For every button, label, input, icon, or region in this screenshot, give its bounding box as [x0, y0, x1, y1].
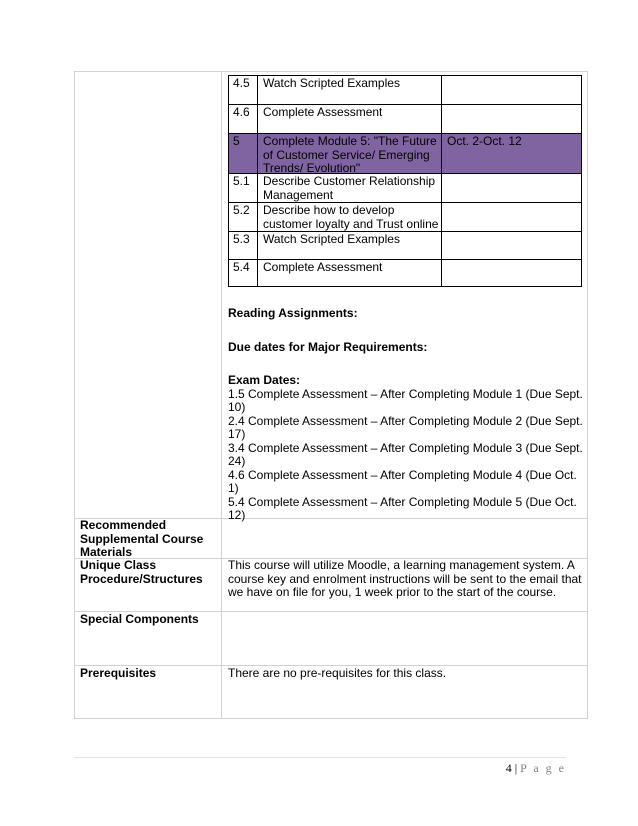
module-row: [229, 173, 581, 202]
label-line: Procedure/Structures: [80, 571, 203, 586]
exam-date-line: 4.6 Complete Assessment – After Completing Module 4 (Due Oct. 1): [228, 467, 577, 495]
exam-date-line: 10): [228, 400, 246, 414]
page-separator: |: [514, 761, 518, 775]
reading-assignments-heading: Reading Assignments:: [228, 306, 358, 320]
page-word: P a g e: [520, 761, 566, 775]
module-number: 5.3: [229, 232, 258, 259]
module-number: 5.4: [229, 260, 258, 286]
label-line: Prerequisites: [80, 666, 157, 680]
module-date: Oct. 2-Oct. 12: [447, 134, 522, 148]
unique-class-label: [80, 559, 218, 586]
module-date: [442, 260, 581, 286]
exam-date-line: 24): [228, 454, 246, 468]
due-dates-heading: Due dates for Major Requirements:: [228, 340, 428, 354]
value-line: There are no pre-requisites for this class.: [228, 666, 447, 680]
label-line: Unique Class: [80, 558, 157, 572]
module-date: [442, 174, 581, 202]
exam-date-line: 5.4 Complete Assessment – After Completing Module 5 (Due Oct. 12): [228, 494, 577, 522]
module-task: Complete Module 5: "The Future of Customer Service/ Emerging Trends/ Evolution": [258, 134, 442, 173]
module-row-highlighted: [229, 133, 581, 173]
prerequisites-label: [80, 667, 218, 681]
module-row: [229, 231, 581, 259]
module-task: Describe how to develop customer loyalty and Trust online: [258, 203, 442, 231]
module-task: Watch Scripted Examples: [258, 232, 442, 259]
exam-date-line: 2.4 Complete Assessment – After Completing Module 2 (Due Sept.: [228, 413, 583, 428]
label-line: Recommended: [80, 518, 167, 532]
exam-date-line: 3.4 Complete Assessment – After Completing Module 3 (Due Sept.: [228, 440, 583, 455]
exam-dates-block: [228, 374, 584, 523]
module-row: [229, 202, 581, 231]
module-task: Watch Scripted Examples: [258, 76, 442, 104]
module-row: [229, 259, 581, 286]
module-task: Complete Assessment: [258, 105, 442, 133]
value-line: This course will utilize Moodle, a learning management system. A: [228, 558, 575, 572]
module-number: 5.2: [229, 203, 258, 231]
unique-class-value: [228, 559, 584, 600]
page-number: 4: [505, 761, 512, 775]
module-number: 4.6: [229, 105, 258, 133]
exam-date-line: 17): [228, 427, 246, 441]
label-line: Materials: [80, 545, 133, 559]
module-date: [442, 232, 581, 259]
exam-date-line: 1.5 Complete Assessment – After Completing Module 1 (Due Sept.: [228, 386, 583, 401]
module-date: [442, 76, 581, 104]
module-task: Complete Assessment: [258, 260, 442, 286]
page-number-footer: [506, 761, 566, 776]
footer-divider: [74, 757, 566, 758]
exam-dates-heading: Exam Dates:: [228, 373, 301, 387]
supplemental-label: [80, 519, 218, 560]
value-line: course key and enrolment instructions will be sent to the email that: [228, 571, 582, 586]
label-line: Special Components: [80, 612, 199, 626]
special-components-label: [80, 613, 218, 627]
label-line: Supplemental Course: [80, 531, 204, 546]
module-date: [442, 105, 581, 133]
module-table: [228, 75, 582, 287]
module-date: [442, 203, 581, 231]
module-row: [229, 104, 581, 133]
module-number: 5.1: [229, 174, 258, 202]
column-divider: [221, 71, 222, 719]
prerequisites-value: [228, 667, 584, 681]
module-task: Describe Customer Relationship Management: [258, 174, 442, 202]
module-row: [229, 76, 581, 104]
module-number: 4.5: [229, 76, 258, 104]
module-number: 5: [229, 134, 258, 173]
value-line: we have on file for you, 1 week prior to the start of the course.: [228, 585, 557, 599]
